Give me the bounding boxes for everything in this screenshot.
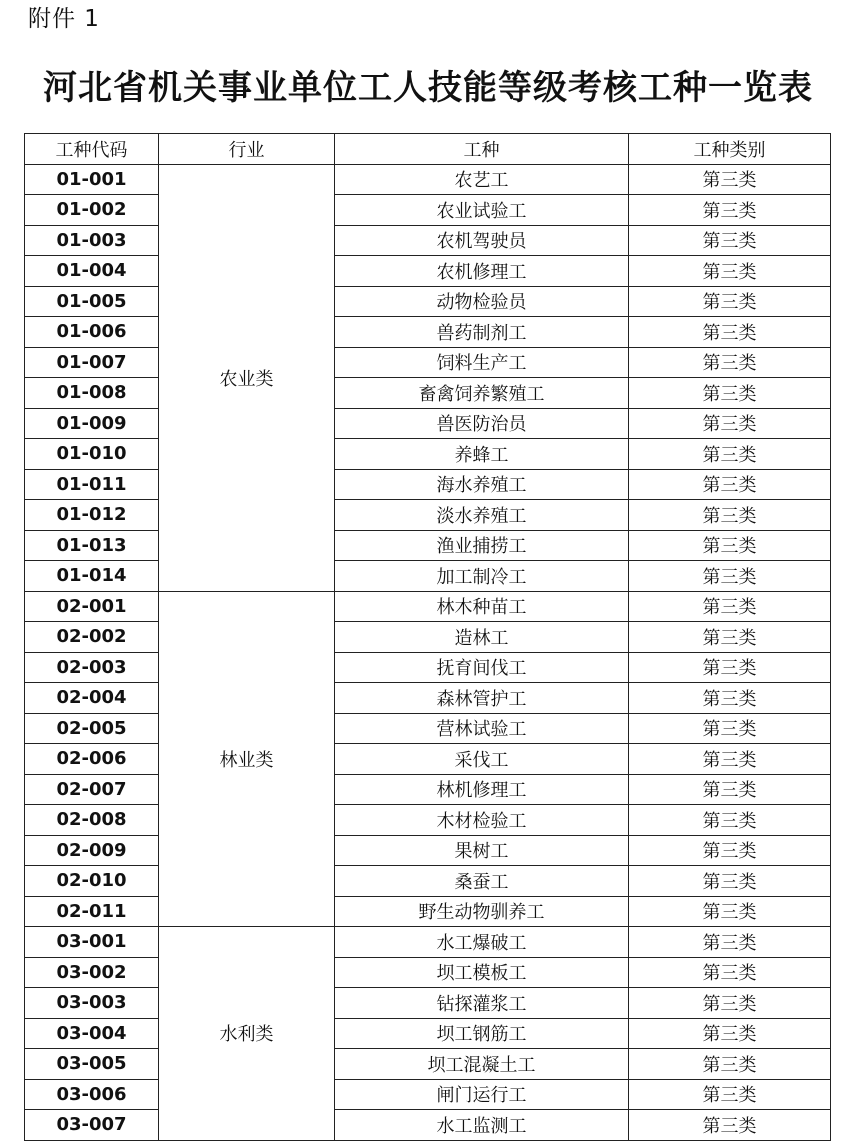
table-row — [25, 378, 831, 409]
table-row — [25, 988, 831, 1019]
job-category-cell: 第三类 — [629, 469, 831, 500]
job-code-cell: 02-006 — [25, 744, 159, 775]
job-category-cell: 第三类 — [629, 957, 831, 988]
job-category-cell: 第三类 — [629, 1110, 831, 1141]
job-code-cell: 02-003 — [25, 652, 159, 683]
industry-cell: 林业类 — [159, 591, 335, 927]
job-code-cell: 01-010 — [25, 439, 159, 470]
job-code-cell: 01-014 — [25, 561, 159, 592]
job-name-cell: 桑蚕工 — [335, 866, 629, 897]
job-category-cell: 第三类 — [629, 439, 831, 470]
table-row — [25, 866, 831, 897]
job-category-cell: 第三类 — [629, 866, 831, 897]
table-row — [25, 652, 831, 683]
table-row — [25, 439, 831, 470]
table-row — [25, 256, 831, 287]
job-code-cell: 03-005 — [25, 1049, 159, 1080]
table-row — [25, 530, 831, 561]
header-code: 工种代码 — [25, 134, 159, 165]
job-code-cell: 03-004 — [25, 1018, 159, 1049]
table-row — [25, 286, 831, 317]
job-category-cell: 第三类 — [629, 1079, 831, 1110]
job-category-cell: 第三类 — [629, 256, 831, 287]
job-code-cell: 02-009 — [25, 835, 159, 866]
job-name-cell: 渔业捕捞工 — [335, 530, 629, 561]
job-category-cell: 第三类 — [629, 561, 831, 592]
job-code-cell: 01-003 — [25, 225, 159, 256]
job-category-cell: 第三类 — [629, 378, 831, 409]
job-name-cell: 水工监测工 — [335, 1110, 629, 1141]
job-name-cell: 林木种苗工 — [335, 591, 629, 622]
job-name-cell: 水工爆破工 — [335, 927, 629, 958]
job-code-cell: 02-005 — [25, 713, 159, 744]
page-title: 河北省机关事业单位工人技能等级考核工种一览表 — [43, 68, 813, 108]
job-name-cell: 加工制冷工 — [335, 561, 629, 592]
job-name-cell: 闸门运行工 — [335, 1079, 629, 1110]
job-category-cell: 第三类 — [629, 286, 831, 317]
table-row — [25, 774, 831, 805]
job-code-cell: 01-006 — [25, 317, 159, 348]
job-name-cell: 钻探灌浆工 — [335, 988, 629, 1019]
job-category-cell: 第三类 — [629, 500, 831, 531]
job-name-cell: 兽药制剂工 — [335, 317, 629, 348]
job-category-cell: 第三类 — [629, 683, 831, 714]
table-row — [25, 1018, 831, 1049]
table-row — [25, 622, 831, 653]
job-code-cell: 03-006 — [25, 1079, 159, 1110]
job-category-cell: 第三类 — [629, 591, 831, 622]
job-code-cell: 02-010 — [25, 866, 159, 897]
job-category-cell: 第三类 — [629, 195, 831, 226]
job-name-cell: 农艺工 — [335, 164, 629, 195]
job-name-cell: 坝工混凝土工 — [335, 1049, 629, 1080]
table-row — [25, 713, 831, 744]
job-category-cell: 第三类 — [629, 164, 831, 195]
job-name-cell: 抚育间伐工 — [335, 652, 629, 683]
job-code-cell: 02-008 — [25, 805, 159, 836]
job-code-cell: 02-001 — [25, 591, 159, 622]
job-code-cell: 01-008 — [25, 378, 159, 409]
table-row — [25, 195, 831, 226]
job-code-cell: 03-001 — [25, 927, 159, 958]
header-industry: 行业 — [159, 134, 335, 165]
job-name-cell: 农机驾驶员 — [335, 225, 629, 256]
table-row — [25, 927, 831, 958]
industry-cell: 农业类 — [159, 164, 335, 591]
job-category-cell: 第三类 — [629, 835, 831, 866]
table-row — [25, 591, 831, 622]
job-name-cell: 饲料生产工 — [335, 347, 629, 378]
industry-cell: 水利类 — [159, 927, 335, 1141]
job-name-cell: 坝工钢筋工 — [335, 1018, 629, 1049]
job-code-cell: 01-007 — [25, 347, 159, 378]
job-category-cell: 第三类 — [629, 622, 831, 653]
table-row — [25, 1079, 831, 1110]
job-category-cell: 第三类 — [629, 1018, 831, 1049]
job-name-cell: 果树工 — [335, 835, 629, 866]
job-name-cell: 造林工 — [335, 622, 629, 653]
job-name-cell: 林机修理工 — [335, 774, 629, 805]
job-category-cell: 第三类 — [629, 225, 831, 256]
job-name-cell: 养蜂工 — [335, 439, 629, 470]
job-name-cell: 野生动物驯养工 — [335, 896, 629, 927]
job-category-cell: 第三类 — [629, 744, 831, 775]
job-code-cell: 02-002 — [25, 622, 159, 653]
table-row — [25, 347, 831, 378]
job-category-cell: 第三类 — [629, 774, 831, 805]
job-code-cell: 01-004 — [25, 256, 159, 287]
table-row — [25, 317, 831, 348]
table-row — [25, 469, 831, 500]
table-row — [25, 835, 831, 866]
table-row — [25, 1049, 831, 1080]
job-category-cell: 第三类 — [629, 713, 831, 744]
job-category-cell: 第三类 — [629, 927, 831, 958]
table-row — [25, 805, 831, 836]
job-code-cell: 01-005 — [25, 286, 159, 317]
job-category-cell: 第三类 — [629, 408, 831, 439]
job-code-cell: 02-011 — [25, 896, 159, 927]
table-row — [25, 164, 831, 195]
job-name-cell: 木材检验工 — [335, 805, 629, 836]
job-code-cell: 01-002 — [25, 195, 159, 226]
job-name-cell: 兽医防治员 — [335, 408, 629, 439]
table-body — [25, 164, 831, 1140]
job-code-cell: 03-003 — [25, 988, 159, 1019]
table-row — [25, 896, 831, 927]
job-category-cell: 第三类 — [629, 652, 831, 683]
job-name-cell: 动物检验员 — [335, 286, 629, 317]
job-name-cell: 农业试验工 — [335, 195, 629, 226]
table-header-row — [25, 134, 831, 165]
job-name-cell: 畜禽饲养繁殖工 — [335, 378, 629, 409]
job-code-cell: 01-013 — [25, 530, 159, 561]
table-row — [25, 1110, 831, 1141]
job-code-cell: 02-007 — [25, 774, 159, 805]
table-row — [25, 744, 831, 775]
job-code-cell: 01-012 — [25, 500, 159, 531]
job-name-cell: 森林管护工 — [335, 683, 629, 714]
job-code-cell: 01-009 — [25, 408, 159, 439]
table-row — [25, 225, 831, 256]
job-name-cell: 淡水养殖工 — [335, 500, 629, 531]
job-category-cell: 第三类 — [629, 988, 831, 1019]
job-code-cell: 03-002 — [25, 957, 159, 988]
job-category-cell: 第三类 — [629, 805, 831, 836]
job-types-table — [24, 133, 831, 1141]
job-category-cell: 第三类 — [629, 317, 831, 348]
job-category-cell: 第三类 — [629, 530, 831, 561]
job-code-cell: 01-001 — [25, 164, 159, 195]
job-name-cell: 农机修理工 — [335, 256, 629, 287]
header-category: 工种类别 — [629, 134, 831, 165]
attachment-label: 附件 1 — [28, 6, 100, 32]
table-row — [25, 957, 831, 988]
job-code-cell: 01-011 — [25, 469, 159, 500]
job-name-cell: 坝工模板工 — [335, 957, 629, 988]
table-row — [25, 683, 831, 714]
job-category-cell: 第三类 — [629, 896, 831, 927]
table-row — [25, 561, 831, 592]
job-name-cell: 采伐工 — [335, 744, 629, 775]
job-name-cell: 海水养殖工 — [335, 469, 629, 500]
job-category-cell: 第三类 — [629, 347, 831, 378]
job-code-cell: 03-007 — [25, 1110, 159, 1141]
job-category-cell: 第三类 — [629, 1049, 831, 1080]
table-row — [25, 408, 831, 439]
job-name-cell: 营林试验工 — [335, 713, 629, 744]
job-code-cell: 02-004 — [25, 683, 159, 714]
header-job: 工种 — [335, 134, 629, 165]
table-row — [25, 500, 831, 531]
